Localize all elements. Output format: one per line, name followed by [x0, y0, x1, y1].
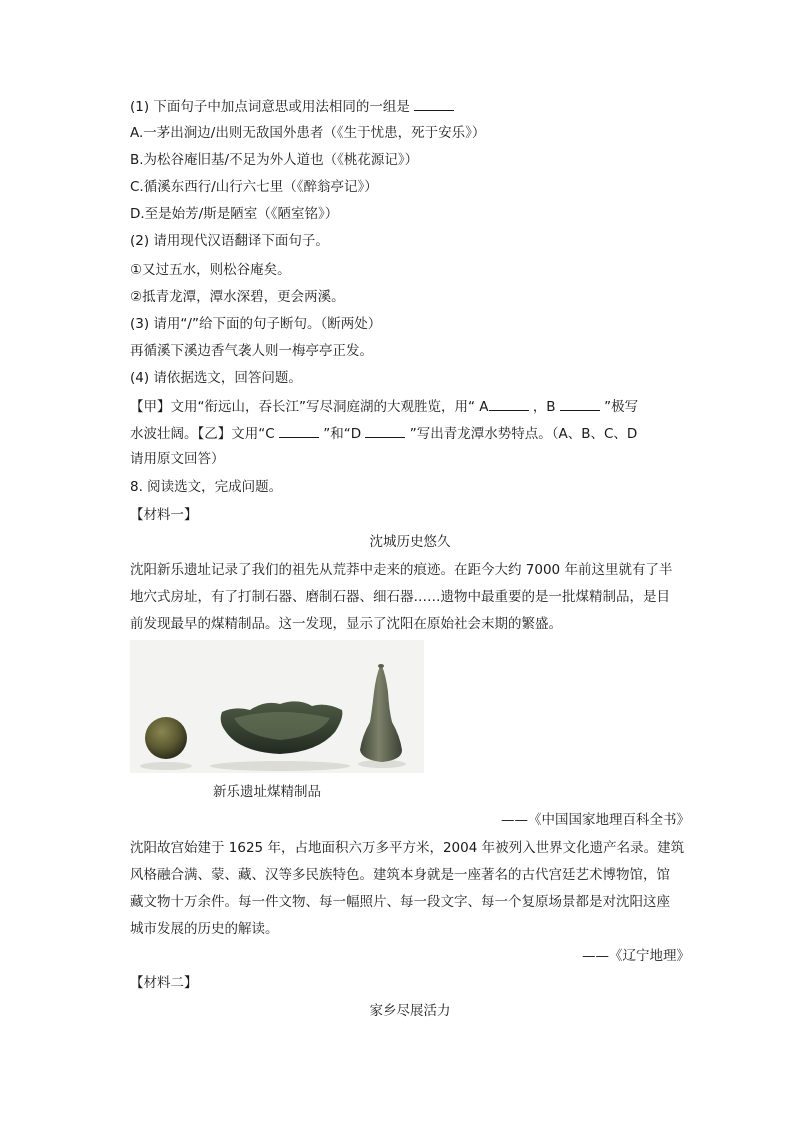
- punctuation-sentence: 再循溪下溪边香气袭人则一梅亭亭正发。: [130, 343, 373, 359]
- question-7-4: (4) 请依据选文，回答问题。: [130, 370, 302, 386]
- photo-caption: 新乐遗址煤精制品: [213, 784, 321, 800]
- option-a: A.一茅出涧边/出则无敌国外患者（《生于忧患，死于安乐》）: [130, 125, 486, 141]
- translate-sentence-2: ②抵青龙潭，潭水深碧，更会两溪。: [130, 289, 345, 305]
- paragraph-1-line-1: 沈阳新乐遗址记录了我们的祖先从荒莽中走来的痕迹。在距今大约 7000 年前这里就有了半: [130, 562, 673, 578]
- text-span: ”写出青龙潭水势特点。（A、B、C、D: [409, 426, 638, 442]
- material-2-title: 家乡尽展活力: [369, 1003, 451, 1019]
- question-7-3: (3) 请用“/”给下面的句子断句。（断两处）: [130, 316, 382, 332]
- coal-jade-artifacts-photo: [130, 640, 424, 773]
- paragraph-1-line-3: 前发现最早的煤精制品。这一发现，显示了沈阳在原始社会末期的繁盛。: [130, 616, 562, 632]
- answer-blank-d: [365, 423, 405, 438]
- answer-blank: [414, 96, 454, 111]
- paragraph-2-line-4: 城市发展的历史的解读。: [130, 921, 279, 937]
- paragraph-2-line-1: 沈阳故宫始建于 1625 年，占地面积六万多平方米，2004 年被列入世界文化遗产名录。建筑: [130, 840, 685, 856]
- source-citation-2: ——《辽宁地理》: [582, 948, 690, 964]
- question-7-2: (2) 请用现代汉语翻译下面句子。: [130, 233, 329, 249]
- text-span: ”极写: [604, 399, 639, 415]
- paragraph-1-line-2: 地穴式房址，有了打制石器、磨制石器、细石器……遗物中最重要的是一批煤精制品，是目: [130, 589, 670, 605]
- translate-sentence-1: ①又过五水，则松谷庵矣。: [130, 262, 291, 278]
- answer-blank-a: [489, 396, 529, 411]
- paragraph-2-line-3: 藏文物十万余件。每一件文物、每一幅照片、每一段文字、每一个复原场景都是对沈阳这座: [130, 894, 670, 910]
- text-span: ”和“D: [323, 426, 362, 442]
- cone-artifact: [360, 666, 402, 762]
- option-c: C.循溪东西行/山行六七里（《醉翁亭记》）: [130, 179, 378, 195]
- option-d: D.至是始芳/斯是陋室（《陋室铭》）: [130, 206, 339, 222]
- question-text: (1) 下面句子中加点词意思或用法相同的一组是: [130, 99, 410, 115]
- question-8-heading: 8. 阅读选文，完成问题。: [130, 479, 283, 495]
- source-citation-1: ——《中国国家地理百科全书》: [501, 812, 690, 828]
- answer-blank-b: [560, 396, 600, 411]
- material-2-label: 【材料二】: [130, 975, 198, 991]
- question-7-4-line3: 请用原文回答）: [130, 451, 225, 467]
- material-1-title: 沈城历史悠久: [369, 534, 451, 550]
- question-7-4-line2: [130, 423, 690, 444]
- text-span: 水波壮阔。【乙】文用“C: [130, 426, 275, 442]
- material-1-label: 【材料一】: [130, 507, 198, 523]
- paragraph-2-line-2: 风格融合满、蒙、藏、汉等多民族特色。建筑本身就是一座著名的古代宫廷艺术博物馆，馆: [130, 867, 670, 883]
- text-span: ，B: [532, 399, 556, 415]
- artifacts-illustration: [130, 640, 424, 773]
- question-7-4-line1: [130, 396, 690, 417]
- answer-blank-c: [279, 423, 319, 438]
- sphere-artifact: [145, 717, 187, 759]
- option-b: B.为松谷庵旧基/不足为外人道也（《桃花源记》）: [130, 152, 419, 168]
- question-7-1: [130, 96, 690, 117]
- text-span: 【甲】文用“衔远山，吞长江”写尽洞庭湖的大观胜览，用“ A: [130, 399, 489, 415]
